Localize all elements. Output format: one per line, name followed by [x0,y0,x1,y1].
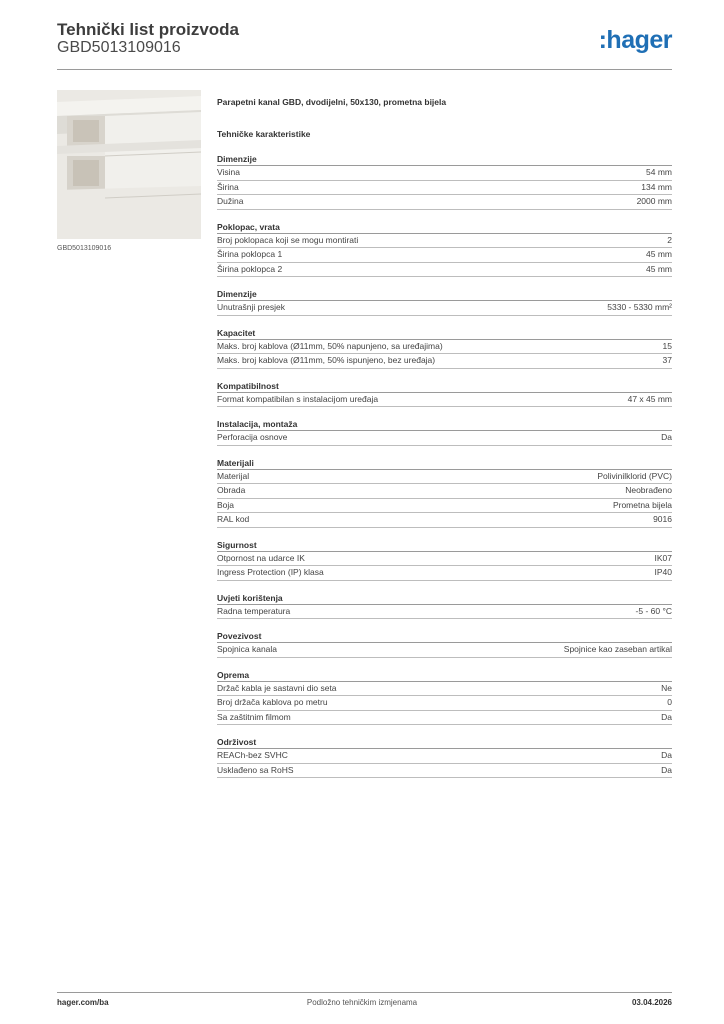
spec-group [217,630,672,658]
spec-group [217,153,672,210]
spec-group-title: Povezivost [217,630,672,643]
footer-divider [57,992,672,993]
spec-row [217,234,672,249]
section-heading: Tehničke karakteristike [217,129,311,139]
spec-group-title: Kompatibilnost [217,380,672,393]
spec-value: Ne [661,682,672,693]
spec-row [217,764,672,779]
spec-label: Radna temperatura [217,605,291,616]
product-image [57,90,201,239]
spec-value: 2000 mm [636,196,672,206]
spec-value: IP40 [654,567,672,577]
spec-group-title: Dimenzije [217,288,672,301]
spec-row [217,566,672,581]
spec-group-title: Uvjeti korištenja [217,592,672,605]
spec-label: Ingress Protection (IP) klasa [217,567,324,577]
spec-label: REACh-bez SVHC [217,750,288,760]
spec-row [217,393,672,408]
spec-label: Perforacija osnove [217,432,288,442]
spec-value: 54 mm [646,167,672,177]
spec-value: 2 [667,234,672,245]
spec-value: 5330 - 5330 mm² [607,302,672,312]
spec-label: Otpornost na udarce IK [217,552,305,563]
spec-group [217,669,672,726]
spec-group-title: Održivost [217,736,672,749]
spec-row [217,499,672,514]
spec-value: Neobrađeno [625,485,672,495]
specifications-panel [217,97,672,789]
spec-label: Širina poklopca 1 [217,249,283,259]
spec-row [217,263,672,278]
spec-label: Boja [217,499,235,510]
spec-value: 47 x 45 mm [627,393,672,404]
spec-groups [217,153,672,778]
spec-row [217,605,672,620]
spec-value: Prometna bijela [612,499,672,510]
spec-group [217,539,672,581]
spec-group-title: Oprema [217,669,672,682]
spec-group [217,288,672,316]
footer-date: 03.04.2026 [631,998,672,1007]
spec-group-title: Materijali [217,457,672,470]
spec-label: RAL kod [217,514,250,524]
footer-website: hager.com/ba [57,998,109,1007]
spec-label: Držač kabla je sastavni dio seta [217,682,337,693]
spec-group-title: Kapacitet [217,327,672,340]
spec-label: Broj poklopaca koji se mogu montirati [217,234,359,245]
page-title: Tehnički list proizvoda [57,20,239,39]
spec-label: Visina [217,167,240,177]
spec-value: 45 mm [646,249,672,259]
spec-group [217,736,672,778]
spec-row [217,513,672,528]
spec-group [217,457,672,528]
spec-label: Maks. broj kablova (Ø11mm, 50% ispunjeno, bez uređaja) [217,355,436,365]
spec-value: 45 mm [646,263,672,274]
spec-value: 9016 [653,514,672,524]
spec-value: 0 [667,697,672,707]
spec-group [217,327,672,369]
spec-row [217,696,672,711]
spec-group-title: Sigurnost [217,539,672,552]
spec-row [217,749,672,764]
spec-label: Usklađeno sa RoHS [217,764,294,775]
spec-label: Širina [217,181,239,192]
spec-value: Polivinilklorid (PVC) [597,470,672,481]
spec-group [217,418,672,446]
spec-label: Materijal [217,470,250,481]
spec-value: Spojnice kao zaseban artikal [563,644,672,654]
spec-value: 15 [662,340,672,351]
header-divider [57,69,672,70]
spec-group [217,380,672,408]
spec-row [217,682,672,697]
spec-label: Maks. broj kablova (Ø11mm, 50% napunjeno, sa uređajima) [217,340,443,351]
spec-row [217,711,672,726]
spec-row [217,166,672,181]
spec-row [217,354,672,369]
spec-value: 134 mm [641,181,672,192]
spec-group-title: Instalacija, montaža [217,418,672,431]
spec-value: -5 - 60 °C [635,605,672,616]
spec-row [217,643,672,658]
spec-value: Da [661,750,672,760]
spec-row [217,195,672,210]
spec-label: Format kompatibilan s instalacijom uređaja [217,393,379,404]
image-caption: GBD5013109016 [57,245,112,252]
spec-group [217,592,672,620]
spec-label: Obrada [217,485,246,495]
spec-value: Da [661,764,672,775]
spec-value: IK07 [654,552,672,563]
spec-label: Širina poklopca 2 [217,263,283,274]
spec-row [217,248,672,263]
spec-value: Da [661,711,672,722]
spec-row [217,470,672,485]
spec-label: Dužina [217,196,244,206]
spec-row [217,484,672,499]
spec-row [217,552,672,567]
hager-logo: :hager [598,26,672,54]
product-name: Parapetni kanal GBD, dvodijelni, 50x130, prometna bijela [217,97,447,107]
spec-label: Sa zaštitnim filmom [217,711,291,722]
document-id: GBD5013109016 [57,39,181,56]
spec-label: Broj držača kablova po metru [217,697,328,707]
spec-group-title: Poklopac, vrata [217,221,672,234]
spec-label: Unutrašnji presjek [217,302,286,312]
spec-row [217,431,672,446]
spec-value: 37 [662,355,672,365]
spec-group [217,221,672,278]
spec-value: Da [661,432,672,442]
spec-row [217,181,672,196]
spec-row [217,301,672,316]
spec-label: Spojnica kanala [217,644,278,654]
footer-disclaimer: Podložno tehničkim izmjenama [306,998,418,1007]
spec-group-title: Dimenzije [217,153,672,166]
spec-row [217,340,672,355]
